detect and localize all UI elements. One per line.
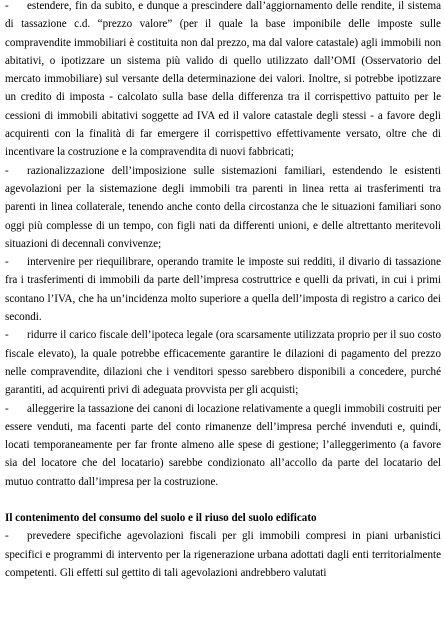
bullet-dash: -: [5, 0, 9, 12]
document-body: [5, 0, 441, 582]
paragraph-text: razionalizzazione dell’imposizione sulle sistemazioni familiari, estendendo le esistenti agevolazioni per la sistemazione degli immobili tra parenti in linea retta ai trasferimenti tra parenti in linea collaterale, tenendo anche conto della circostanza che le situazioni familiari sono oggi più complesse di un tempo, con figli nati da differenti unioni, e delle altrettanto meritevoli situazioni di decennali convivenze;: [5, 164, 441, 250]
list-item: [5, 253, 441, 326]
section-heading: Il contenimento del consumo del suolo e il riuso del suolo edificato: [5, 512, 317, 525]
bullet-dash: -: [5, 402, 9, 415]
paragraph-text: prevedere specifiche agevolazioni fiscali per gli immobili compresi in piani urbanistici specifici e programmi di intervento per la rigenerazione urbana adottati dagli enti territorialmente competenti. Gli effetti sul gettito di tali agevolazioni andrebbero valutati: [5, 530, 441, 579]
bullet-dash: -: [5, 329, 9, 342]
paragraph-text: estendere, fin da subito, e dunque a prescindere dall’aggiornamento delle rendite, il sistema di tassazione c.d. “prezzo valore” (per il quale la base imponibile delle imposte sulle compravendite immobiliari è costituita non dal prezzo, ma dal valore catastale) agli immobili non abitativi, o ipotizzare un sistema più valido di quello utilizzato dall’OMI (Osservatorio del mercato immobiliare) sul versante della determinazione dei valori. Inoltre, si potrebbe ipotizzare un credito di imposta - calcolato sulla base della differenza tra il corrispettivo pattuito per le cessioni di immobili abitativi soggette ad IVA ed il valore catastale degli stessi - a favore degli acquirenti con la finalità di far emergere il corrispettivo effettivamente versato, oltre che di incentivare la costruzione e la compravendita di nuovi fabbricati;: [5, 0, 441, 159]
bullet-dash: -: [5, 530, 9, 543]
paragraph-text: alleggerire la tassazione dei canoni di locazione relativamente a quegli immobili costruiti per essere venduti, ma facenti parte del conto rimanenze dell’impresa perché invenduti e, quindi, locati temporaneamente per far fronte almeno alle spese di gestione; l’alleggerimento (a favore sia del locatore che del locatario) sarebbe condizionato all’accollo da parte del locatario del mutuo contratto dall’impresa per la costruzione.: [5, 402, 441, 488]
paragraph-text: ridurre il carico fiscale dell’ipoteca legale (ora scarsamente utilizzata proprio per il suo costo fiscale elevato), la quale potrebbe efficacemente garantire le dilazioni di pagamento del prezzo nelle compravendite, dilazioni che i venditori spesso sarebbero disponibili a concedere, purché garantiti, ad acquirenti privi di adeguata provvista per gli acquisti;: [5, 329, 441, 397]
list-item: [5, 162, 441, 253]
list-item: [5, 400, 441, 491]
paragraph-text: intervenire per riequilibrare, operando tramite le imposte sui redditi, il divario di tassazione fra i trasferimenti di immobili da parte dell’impresa costruttrice e quelli da privati, in cui i primi scontano l’IVA, che ha un’incidenza molto superiore a quella dell’imposta di registro a carico dei secondi.: [5, 256, 441, 324]
list-item: [5, 527, 441, 582]
list-item: [5, 326, 441, 399]
list-item: [5, 0, 441, 162]
bullet-dash: -: [5, 164, 9, 177]
bullet-dash: -: [5, 256, 9, 269]
